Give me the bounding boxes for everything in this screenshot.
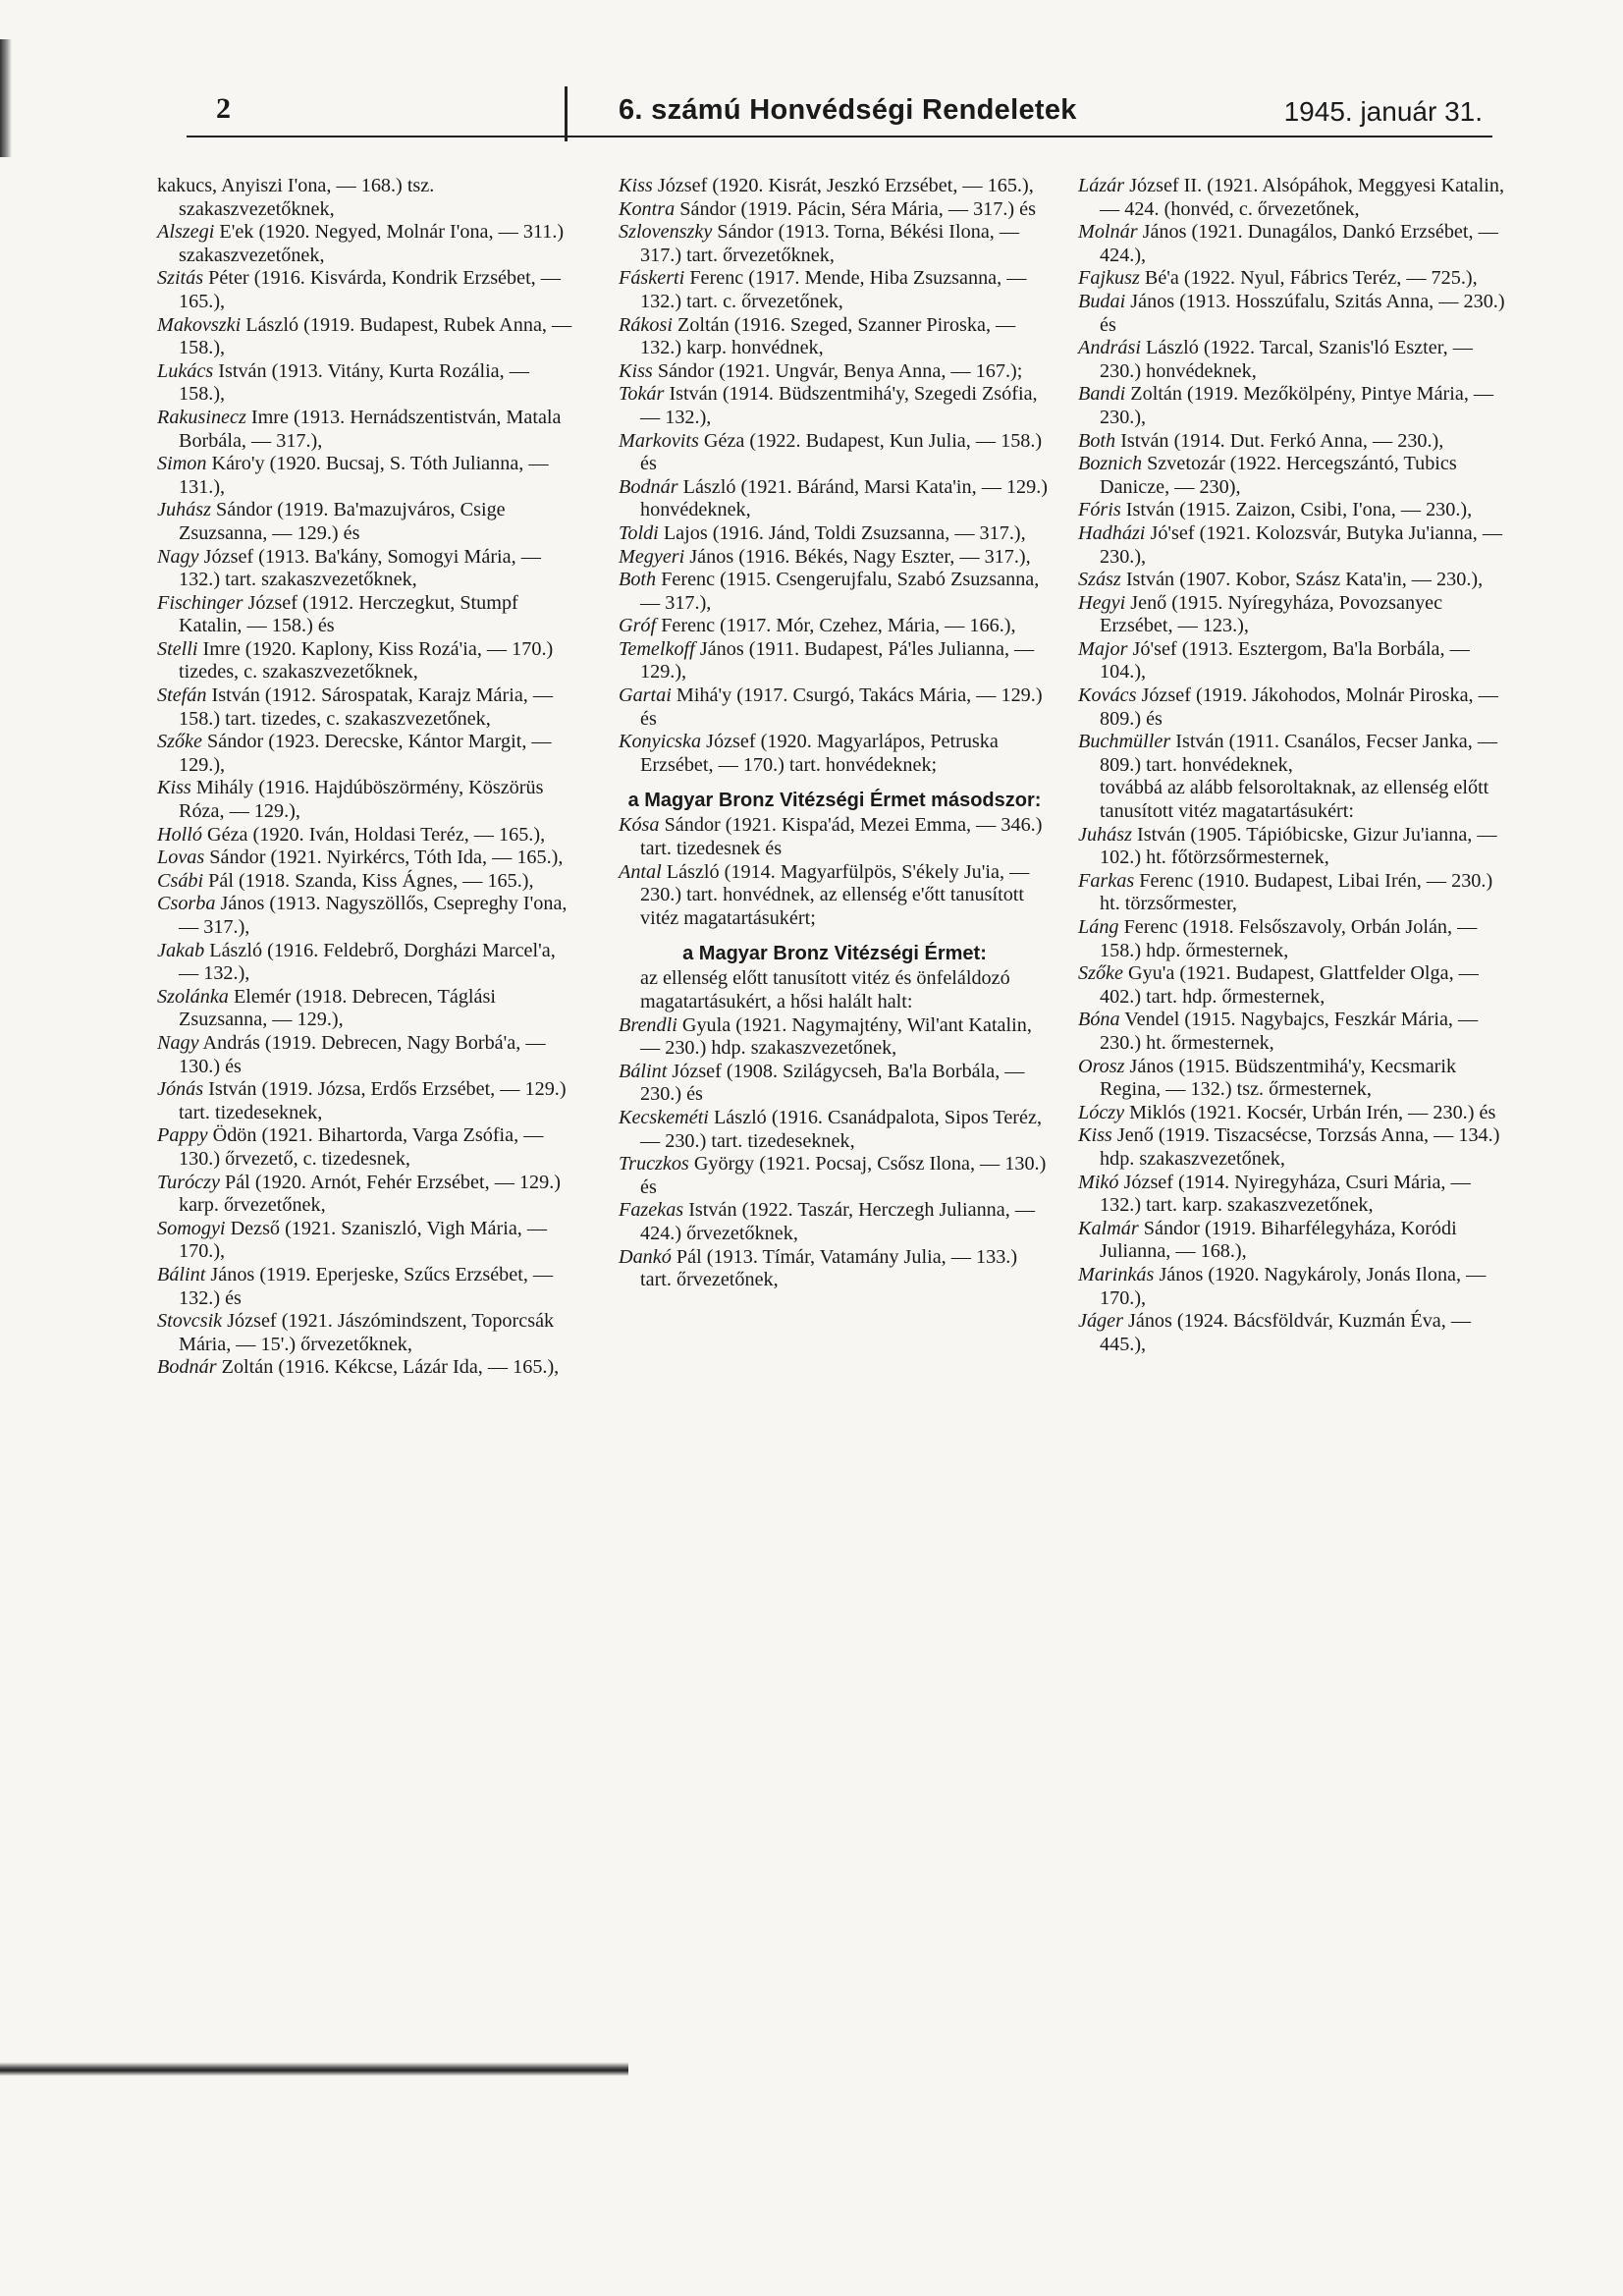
- list-item: [157, 847, 579, 870]
- surname: Holló: [157, 823, 202, 846]
- list-item: [157, 870, 579, 894]
- surname: Both: [619, 569, 657, 591]
- column-2: [619, 175, 1051, 1292]
- list-item: [1078, 522, 1510, 569]
- page-header: [187, 86, 1492, 137]
- entry-text: József (1920. Kisrát, Jeszkó Erzsébet, — 165.),: [652, 175, 1034, 196]
- list-item: [619, 1107, 1051, 1153]
- list-item: [619, 175, 1051, 198]
- entry-text: László (1916. Feldebrő, Dorgházi Marcel'a, — 132.),: [179, 939, 556, 985]
- surname: Konyicska: [619, 731, 702, 753]
- column-1: [157, 175, 579, 1380]
- entry-text: Elemér (1918. Debrecen, Táglási Zsuzsanna, — 129.),: [179, 985, 496, 1031]
- list-item: [157, 314, 579, 360]
- list-item: [619, 861, 1051, 931]
- section-intro: az ellenség előtt tanusított vitéz és önfeláldozó magatartásukért, a hősi halált halt:: [640, 967, 1010, 1012]
- entry-text: Ferenc (1917. Mende, Hiba Zsuzsanna, — 132.) tart. c. őrvezetőnek,: [640, 267, 1027, 312]
- surname: Gróf: [619, 615, 657, 637]
- list-item: [157, 1218, 579, 1264]
- entry-text: Ödön (1921. Bihartorda, Varga Zsófia, — 130.) őrvezető, c. tizedesnek,: [179, 1124, 544, 1170]
- entry-text: József (1921. Jászómindszent, Toporcsák Mária, — 15'.) őrvezetőknek,: [179, 1310, 555, 1355]
- entry-text: István (1914. Dut. Ferkó Anna, — 230.),: [1115, 429, 1444, 452]
- entry-text: E'ek (1920. Negyed, Molnár I'ona, — 311.) szakaszvezetőnek,: [179, 221, 565, 266]
- header-divider: [565, 86, 568, 141]
- surname: Brendli: [619, 1013, 677, 1036]
- surname: Nagy: [157, 1031, 199, 1054]
- surname: Stovcsik: [157, 1310, 223, 1333]
- entry-text: Sándor (1919. Ba'mazujváros, Csige Zsuzsanna, — 129.) és: [179, 499, 506, 544]
- entry-text: János (1919. Eperjeske, Szűcs Erzsébet, — 132.) és: [179, 1263, 554, 1309]
- entry-text: Zoltán (1916. Kékcse, Lázár Ida, — 165.),: [216, 1356, 560, 1379]
- entry-text: Pál (1918. Szanda, Kiss Ágnes, — 165.),: [203, 869, 534, 892]
- surname: Rákosi: [619, 313, 673, 336]
- entry-text: Géza (1920. Iván, Holdasi Teréz, — 165.),: [201, 823, 546, 846]
- entry-text: István (1922. Taszár, Herczegh Julianna, — 424.) őrvezetőknek,: [640, 1199, 1036, 1244]
- entry-text: János (1915. Büdszentmihá'y, Kecsmarik Regina, — 132.) tsz. őrmesternek,: [1100, 1055, 1457, 1101]
- list-item: [1078, 1102, 1510, 1125]
- surname: Molnár: [1078, 221, 1138, 244]
- page-number: 2: [216, 92, 231, 125]
- list-item: [619, 684, 1051, 731]
- surname: Csorba: [157, 893, 216, 915]
- list-item: [157, 360, 579, 407]
- list-item: [619, 569, 1051, 615]
- surname: Kiss: [1078, 1124, 1112, 1147]
- surname: Fajkusz: [1078, 267, 1140, 290]
- surname: Markovits: [619, 429, 699, 452]
- entry-text: István (1919. Józsa, Erdős Erzsébet, — 129.) tart. tizedeseknek,: [179, 1078, 567, 1123]
- entry-text: István (1915. Zaizon, Csibi, I'ona, — 230.),: [1120, 499, 1473, 521]
- list-item: [619, 267, 1051, 313]
- list-item: [619, 1153, 1051, 1199]
- entry-text: Géza (1922. Budapest, Kun Julia, — 158.) és: [640, 429, 1043, 475]
- entry-text: Bé'a (1922. Nyul, Fábrics Teréz, — 725.),: [1139, 267, 1478, 290]
- entry-text: Imre (1920. Kaplony, Kiss Rozá'ia, — 170.) tizedes, c. szakaszvezetőknek,: [179, 637, 554, 683]
- list-item: [1078, 638, 1510, 684]
- entry-text: Jó'sef (1921. Kolozsvár, Butyka Ju'ianna, — 230.),: [1100, 521, 1503, 568]
- entry-text: István (1905. Tápióbicske, Gizur Ju'ianna, — 102.) ht. főtörzsőrmesternek,: [1100, 823, 1497, 869]
- list-item: [157, 684, 579, 731]
- entry-text: János (1913. Nagyszöllős, Csepreghy I'ona, — 317.),: [179, 893, 568, 938]
- list-item: [1078, 1218, 1510, 1264]
- list-item: [1078, 1310, 1510, 1356]
- list-item: [157, 731, 579, 777]
- surname: Pappy: [157, 1124, 208, 1147]
- entry-text: László (1921. Báránd, Marsi Kata'in, — 129.) honvédeknek,: [640, 475, 1049, 521]
- list-item: [619, 546, 1051, 570]
- entry-text: József (1920. Magyarlápos, Petruska Erzsébet, — 170.) tart. honvédeknek;: [640, 731, 999, 776]
- surname: Kiss: [157, 777, 191, 799]
- list-item: [619, 1061, 1051, 1107]
- issue-date: 1945. január 31.: [1283, 96, 1483, 127]
- surname: Alszegi: [157, 221, 215, 244]
- surname: Jáger: [1078, 1310, 1123, 1333]
- entry-text: Imre (1913. Hernádszentistván, Matala Borbála, — 317.),: [179, 406, 562, 452]
- entry-text: László (1919. Budapest, Rubek Anna, — 158.),: [179, 313, 572, 359]
- surname: Bodnár: [157, 1356, 217, 1379]
- surname: Megyeri: [619, 545, 685, 568]
- surname: Fischinger: [157, 591, 243, 614]
- list-item: [619, 430, 1051, 476]
- surname: Temelkoff: [619, 637, 695, 660]
- entry-text: Sándor (1919. Pácin, Séra Mária, — 317.) és: [675, 197, 1036, 220]
- entry-text: Pál (1913. Tímár, Vatamány Julia, — 133.) tart. őrvezetőnek,: [640, 1245, 1018, 1291]
- surname: Bálint: [157, 1263, 206, 1285]
- list-item: [1078, 824, 1510, 870]
- list-item: [619, 814, 1051, 860]
- list-item: [619, 476, 1051, 522]
- section-intro: továbbá az alább felsoroltaknak, az ellenség előtt tanusított vitéz magatartásukért:: [1100, 777, 1489, 823]
- surname: Boznich: [1078, 453, 1143, 475]
- entry-text: József (1912. Herczegkut, Stumpf Katalin, — 158.) és: [179, 591, 518, 637]
- surname: Rakusinecz: [157, 406, 246, 428]
- surname: Jónás: [157, 1078, 204, 1101]
- entry-text: József (1913. Ba'kány, Somogyi Mária, — 132.) tart. szakaszvezetőknek,: [179, 545, 541, 591]
- scan-artifact: [0, 2062, 628, 2076]
- surname: Kecskeméti: [619, 1106, 709, 1128]
- entry-text: Pál (1920. Arnót, Fehér Erzsébet, — 129.) karp. őrvezetőnek,: [179, 1171, 561, 1217]
- surname: Jakab: [157, 939, 205, 961]
- entry-text: László (1916. Csanádpalota, Sipos Teréz, — 230.) tart. tizedeseknek,: [640, 1106, 1042, 1152]
- list-item: [157, 1172, 579, 1218]
- entry-text: Sándor (1923. Derecske, Kántor Margit, — 129.),: [179, 731, 552, 776]
- surname: Bóna: [1078, 1009, 1120, 1031]
- entry-text: Ferenc (1915. Csengerujfalu, Szabó Zsuzsanna, — 317.),: [640, 569, 1040, 614]
- entry-text: Sándor (1921. Nyirkércs, Tóth Ida, — 165.),: [204, 847, 564, 869]
- surname: Andrási: [1078, 337, 1141, 359]
- surname: Hegyi: [1078, 591, 1126, 614]
- entry-text: István (1912. Sárospatak, Karajz Mária, — 158.) tart. tizedes, c. szakaszvezetőnek,: [179, 684, 554, 730]
- list-item: [157, 546, 579, 592]
- entry-text: Mihá'y (1917. Csurgó, Takács Mária, — 129.) és: [640, 684, 1043, 730]
- surname: Szolánka: [157, 985, 229, 1008]
- list-item: [157, 221, 579, 267]
- list-item: [157, 499, 579, 545]
- entry-text: Péter (1916. Kisvárda, Kondrik Erzsébet, — 165.),: [179, 267, 561, 312]
- entry-text: Sándor (1921. Ungvár, Benya Anna, — 167.);: [652, 359, 1023, 382]
- list-item: [157, 1124, 579, 1171]
- section-heading: a Magyar Bronz Vitézségi Érmet másodszor:: [627, 790, 1042, 812]
- entry-text: János (1916. Békés, Nagy Eszter, — 317.),: [684, 545, 1031, 568]
- list-item: [157, 777, 579, 823]
- scan-edge-shadow: [0, 39, 12, 157]
- list-item: [1078, 1264, 1510, 1310]
- entry-text: János (1924. Bácsföldvár, Kuzmán Éva, — 445.),: [1100, 1310, 1472, 1355]
- surname: Szőke: [157, 731, 202, 753]
- list-item: [619, 383, 1051, 429]
- entry-text: István (1914. Büdszentmihá'y, Szegedi Zsófia, — 132.),: [640, 383, 1038, 428]
- entry-text: János (1911. Budapest, Pá'les Julianna, — 129.),: [640, 637, 1035, 683]
- entry-text: István (1913. Vitány, Kurta Rozália, — 158.),: [179, 359, 529, 406]
- entry-text: Ferenc (1918. Felsőszavoly, Orbán Jolán, — 158.) hdp. őrmesternek,: [1100, 916, 1478, 961]
- entry-text: Ferenc (1917. Mór, Czehez, Mária, — 166.),: [656, 615, 1016, 637]
- list-item: [1078, 499, 1510, 522]
- surname: Hadházi: [1078, 521, 1146, 544]
- list-item: [619, 615, 1051, 638]
- publication-title: 6. számú Honvédségi Rendeletek: [619, 94, 1077, 126]
- list-item: [619, 314, 1051, 360]
- entry-text: Mihály (1916. Hajdúböszörmény, Köszörüs Róza, — 129.),: [179, 777, 544, 823]
- list-item: [1078, 1172, 1510, 1218]
- list-item: [1078, 569, 1510, 592]
- entry-text: Sándor (1919. Biharfélegyháza, Koródi Julianna, — 168.),: [1100, 1217, 1457, 1263]
- list-item: [157, 175, 579, 221]
- surname: Kiss: [619, 359, 653, 382]
- list-item: [157, 453, 579, 499]
- entry-text: József II. (1921. Alsópáhok, Meggyesi Katalin, — 424. (honvéd, c. őrvezetőnek,: [1100, 175, 1504, 220]
- entry-text: Jenő (1919. Tiszacsécse, Torzsás Anna, — 134.) hdp. szakaszvezetőnek,: [1100, 1124, 1500, 1170]
- list-item: [157, 893, 579, 939]
- surname: Láng: [1078, 916, 1119, 938]
- surname: Csábi: [157, 869, 204, 892]
- surname: Juhász: [1078, 823, 1132, 846]
- surname: Turóczy: [157, 1171, 220, 1193]
- list-item: [1078, 731, 1510, 777]
- section-heading: a Magyar Bronz Vitézségi Érmet:: [682, 943, 987, 965]
- entry-text: Zoltán (1916. Szeged, Szanner Piroska, — 132.) karp. honvédnek,: [640, 313, 1016, 359]
- surname: Lázár: [1078, 175, 1125, 196]
- surname: Buchmüller: [1078, 731, 1171, 753]
- list-item: [157, 592, 579, 638]
- surname: Kósa: [619, 814, 660, 837]
- surname: Nagy: [157, 545, 199, 568]
- list-item: [619, 198, 1051, 222]
- list-item: [1078, 221, 1510, 267]
- list-item: [157, 986, 579, 1032]
- entry-text: Gyu'a (1921. Budapest, Glattfelder Olga, — 402.) tart. hdp. őrmesternek,: [1100, 962, 1479, 1008]
- list-item: [157, 1078, 579, 1124]
- surname: Both: [1078, 429, 1116, 452]
- entry-text: György (1921. Pocsaj, Csősz Ilona, — 130.) és: [640, 1153, 1047, 1198]
- list-item: [1078, 453, 1510, 499]
- entry-text: József (1908. Szilágycseh, Ba'la Borbála, — 230.) és: [640, 1060, 1025, 1106]
- list-item: [619, 522, 1051, 546]
- surname: Dankó: [619, 1245, 672, 1268]
- entry-text: Jenő (1915. Nyíregyháza, Povozsanyec Erzsébet, — 123.),: [1100, 591, 1443, 637]
- surname: Orosz: [1078, 1055, 1125, 1077]
- entry-text: János (1913. Hosszúfalu, Szitás Anna, — 230.) és: [1100, 290, 1505, 336]
- surname: Fazekas: [619, 1199, 684, 1222]
- entry-text: András (1919. Debrecen, Nagy Borbá'a, — 130.) és: [179, 1031, 546, 1077]
- surname: Toldi: [619, 521, 659, 544]
- entry-text: Lajos (1916. Jánd, Toldi Zsuzsanna, — 317.),: [658, 521, 1026, 544]
- surname: Bandi: [1078, 383, 1126, 406]
- entry-text: János (1920. Nagykároly, Jonás Ilona, — 170.),: [1100, 1263, 1487, 1309]
- list-item: [1078, 175, 1510, 221]
- entry-text: Gyula (1921. Nagymajtény, Wil'ant Katalin, — 230.) hdp. szakaszvezetőnek,: [640, 1013, 1032, 1060]
- entry-text: László (1914. Magyarfülpös, S'ékely Ju'ia, — 230.) tart. honvédnek, az ellenség e'őtt tanusított vitéz magatartásukért;: [640, 860, 1030, 929]
- list-item: [619, 1246, 1051, 1292]
- list-item: [1078, 430, 1510, 454]
- column-3: [1078, 175, 1510, 1356]
- list-item: [619, 638, 1051, 684]
- surname: Szitás: [157, 267, 204, 290]
- list-item: [1078, 337, 1510, 383]
- entry-text: kakucs, Anyiszi I'ona, — 168.) tsz. szakaszvezetőknek,: [157, 175, 435, 220]
- list-item: [1078, 870, 1510, 916]
- surname: Fóris: [1078, 499, 1121, 521]
- surname: Bálint: [619, 1060, 668, 1082]
- entry-text: Miklós (1921. Kocsér, Urbán Irén, — 230.) és: [1124, 1101, 1496, 1123]
- surname: Szlovenszky: [619, 221, 713, 244]
- surname: Antal: [619, 860, 662, 883]
- entry-text: János (1921. Dunagálos, Dankó Erzsébet, — 424.),: [1100, 221, 1498, 266]
- list-item: [157, 638, 579, 684]
- entry-text: József (1914. Nyiregyháza, Csuri Mária, — 132.) tart. karp. szakaszvezetőnek,: [1100, 1171, 1471, 1217]
- entry-text: Ferenc (1910. Budapest, Libai Irén, — 230.) ht. törzsőrmester,: [1100, 869, 1493, 915]
- entry-text: József (1919. Jákohodos, Molnár Piroska, — 809.) és: [1100, 684, 1498, 730]
- surname: Szász: [1078, 569, 1121, 591]
- list-item: [1078, 383, 1510, 429]
- surname: Major: [1078, 637, 1128, 660]
- surname: Lukács: [157, 359, 214, 382]
- surname: Somogyi: [157, 1217, 226, 1239]
- surname: Lovas: [157, 847, 205, 869]
- list-item: [1078, 684, 1510, 731]
- surname: Kiss: [619, 175, 653, 196]
- list-item: [619, 1199, 1051, 1245]
- entry-text: Káro'y (1920. Bucsaj, S. Tóth Julianna, — 131.),: [179, 453, 549, 498]
- surname: Szőke: [1078, 962, 1123, 985]
- list-item: [1078, 962, 1510, 1009]
- list-item: [619, 1014, 1051, 1061]
- entry-text: Dezső (1921. Szaniszló, Vigh Mária, — 170.),: [179, 1217, 548, 1263]
- entry-text: Szvetozár (1922. Hercegszántó, Tubics Danicze, — 230),: [1100, 453, 1457, 498]
- surname: Gartai: [619, 684, 672, 707]
- surname: Makovszki: [157, 313, 242, 336]
- list-item: [1078, 1124, 1510, 1171]
- surname: Bodnár: [619, 475, 678, 498]
- list-item: [619, 221, 1051, 267]
- list-item: [1078, 291, 1510, 337]
- surname: Lóczy: [1078, 1101, 1125, 1123]
- list-item: [157, 1310, 579, 1356]
- list-item: [157, 824, 579, 847]
- surname: Kontra: [619, 197, 676, 220]
- list-item: [1078, 267, 1510, 291]
- surname: Tokár: [619, 383, 665, 406]
- list-item: [1078, 916, 1510, 962]
- list-item: [619, 360, 1051, 384]
- surname: Simon: [157, 453, 207, 475]
- list-item: [157, 1356, 579, 1380]
- list-item: [1078, 1009, 1510, 1055]
- entry-text: Vendel (1915. Nagybajcs, Feszkár Mária, — 230.) ht. őrmesternek,: [1100, 1009, 1479, 1054]
- surname: Budai: [1078, 290, 1126, 312]
- list-item: [157, 940, 579, 986]
- surname: Mikó: [1078, 1171, 1119, 1193]
- entry-text: Sándor (1913. Torna, Békési Ilona, — 317.) tart. őrvezetőknek,: [640, 221, 1020, 266]
- list-item: [157, 267, 579, 313]
- entry-text: Sándor (1921. Kispa'ád, Mezei Emma, — 346.) tart. tizedesnek és: [640, 814, 1043, 860]
- list-item: [157, 1264, 579, 1310]
- surname: Marinkás: [1078, 1263, 1155, 1285]
- surname: Stefán: [157, 684, 207, 707]
- list-item: [619, 731, 1051, 777]
- surname: Stelli: [157, 637, 198, 660]
- surname: Fáskerti: [619, 267, 685, 290]
- list-item: [157, 1032, 579, 1078]
- entry-text: István (1907. Kobor, Szász Kata'in, — 230.),: [1120, 569, 1484, 591]
- surname: Truczkos: [619, 1153, 689, 1175]
- surname: Kalmár: [1078, 1217, 1139, 1239]
- entry-text: Jó'sef (1913. Esztergom, Ba'la Borbála, — 104.),: [1100, 637, 1470, 683]
- list-item: [157, 407, 579, 453]
- list-item: [1078, 592, 1510, 638]
- entry-text: László (1922. Tarcal, Szanis'ló Eszter, — 230.) honvédeknek,: [1100, 337, 1473, 382]
- surname: Kovács: [1078, 684, 1137, 707]
- entry-text: István (1911. Csanálos, Fecser Janka, — 809.) tart. honvédeknek,: [1100, 731, 1498, 776]
- surname: Juhász: [157, 499, 211, 521]
- entry-text: Zoltán (1919. Mezőkölpény, Pintye Mária, — 230.),: [1100, 383, 1494, 428]
- surname: Farkas: [1078, 869, 1135, 892]
- list-item: [1078, 1056, 1510, 1102]
